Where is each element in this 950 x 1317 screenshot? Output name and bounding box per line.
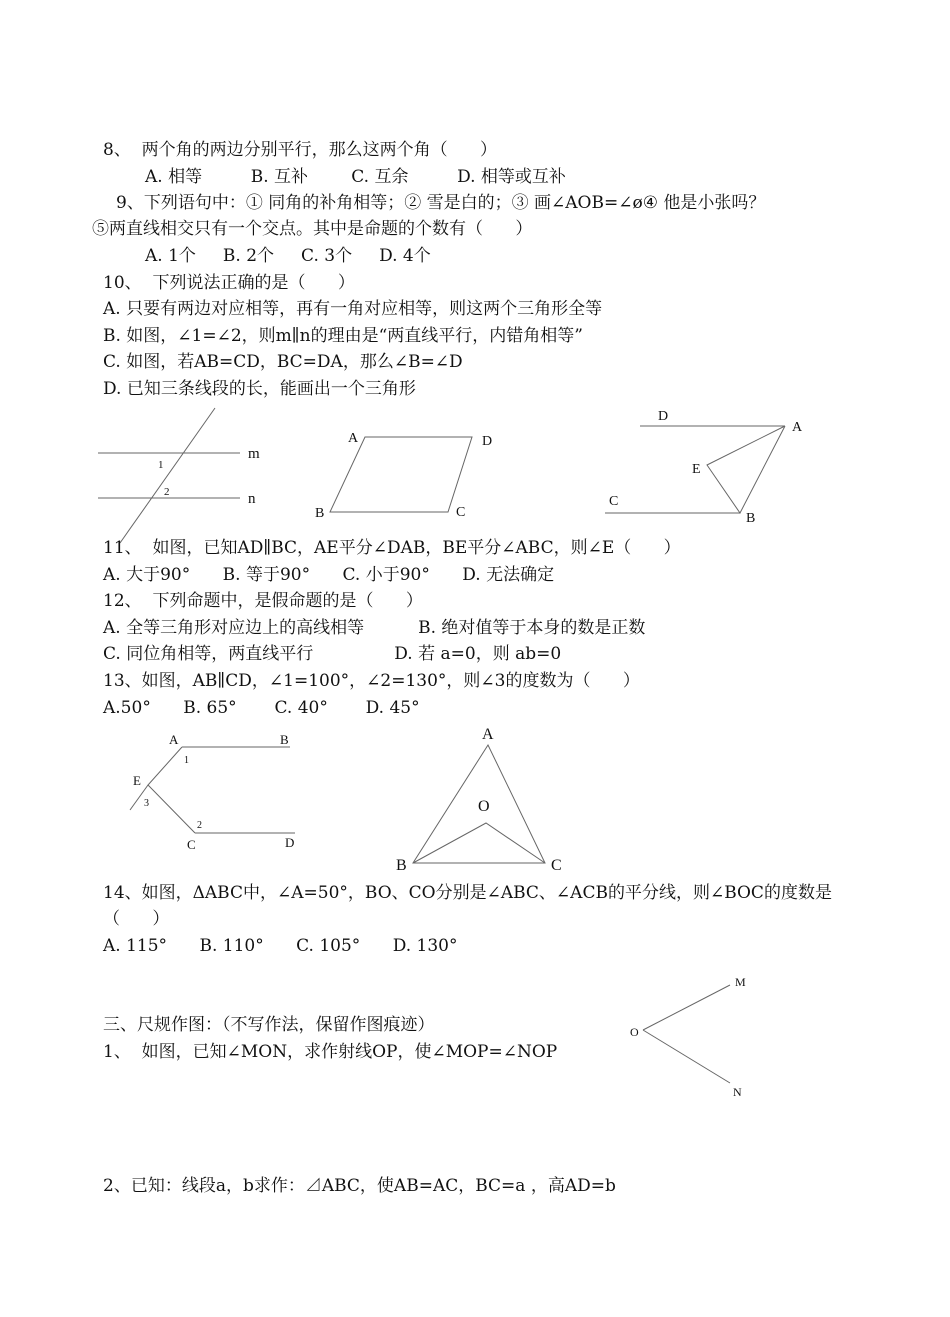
vertex-d: D	[285, 835, 295, 850]
q10-option-a: A. 只要有两边对应相等，再有一角对应相等，则这两个三角形全等	[103, 299, 603, 319]
figure-angle-bisectors	[595, 405, 820, 530]
q12-options-row1: A. 全等三角形对应边上的高线相等 B. 绝对值等于本身的数是正数	[103, 618, 646, 638]
figure-triangle-boc	[390, 720, 580, 880]
q8-options: A. 相等 B. 互补 C. 互余 D. 相等或互补	[145, 167, 566, 187]
q10-stem: 10、 下列说法正确的是（ ）	[103, 273, 355, 293]
q9-stem-line1: 9、下列语句中：① 同角的补角相等；② 雪是白的；③ 画∠AOB=∠ø④ 他是小张吗？	[116, 193, 766, 213]
vertex-a: A	[169, 732, 179, 747]
label-n: N	[733, 1085, 742, 1099]
angle-label-1: 1	[158, 459, 164, 471]
q11-options: A. 大于90° B. 等于90° C. 小于90° D. 无法确定	[103, 565, 555, 585]
figure-bent-parallel-lines	[120, 725, 310, 855]
label-m: m	[248, 446, 260, 462]
vertex-c: C	[609, 494, 619, 509]
transversal-line	[120, 408, 215, 543]
label-n: n	[248, 491, 256, 507]
vertex-b: B	[746, 511, 756, 526]
angle-label-2: 2	[164, 486, 170, 498]
vertex-a: A	[348, 431, 359, 446]
ray-om	[643, 985, 730, 1030]
angle-label-1: 1	[184, 755, 189, 766]
q12-options-row2: C. 同位角相等，两直线平行 D. 若 a=0，则 ab=0	[103, 644, 562, 664]
vertex-d: D	[658, 409, 669, 424]
label-m: M	[735, 975, 746, 989]
q14-stem-line1: 14、如图，ΔABC中，∠A=50°，BO、CO分别是∠ABC、∠ACB的平分线，则∠BOC的度数是	[103, 883, 832, 903]
q10-option-c: C. 如图，若AB=CD，BC=DA，那么∠B=∠D	[103, 352, 463, 372]
vertex-b: B	[315, 506, 325, 521]
vertex-c: C	[456, 505, 466, 520]
vertex-a: A	[482, 726, 494, 743]
q9-options: A. 1个 B. 2个 C. 3个 D. 4个	[145, 246, 431, 266]
q8-stem: 8、 两个角的两边分别平行，那么这两个角（ ）	[103, 140, 498, 160]
q13-options: A.50° B. 65° C. 40° D. 45°	[103, 698, 420, 718]
q13-stem: 13、如图，AB∥CD，∠1=100°，∠2=130°，则∠3的度数为（ ）	[103, 671, 640, 691]
triangle-aeb	[707, 426, 785, 513]
q12-stem: 12、 下列命题中，是假命题的是（ ）	[103, 591, 423, 611]
vertex-d: D	[482, 434, 493, 449]
angle-label-2: 2	[197, 820, 202, 831]
q14-stem-line2: （ ）	[103, 909, 170, 929]
ray-on	[643, 1030, 730, 1083]
q14-options: A. 115° B. 110° C. 105° D. 130°	[103, 936, 458, 956]
section3-problem2: 2、已知：线段a，b求作：⊿ABC，使AB=AC，BC=a ，高AD=b	[103, 1176, 616, 1196]
vertex-c: C	[187, 837, 196, 852]
q10-option-b: B. 如图，∠1=∠2，则m∥n的理由是“两直线平行，内错角相等”	[103, 326, 583, 346]
section3-problem1: 1、 如图，已知∠MON，求作射线OP，使∠MOP=∠NOP	[103, 1042, 558, 1062]
q10-option-d: D. 已知三条线段的长，能画出一个三角形	[103, 379, 416, 399]
q11-stem: 11、 如图，已知AD∥BC，AE平分∠DAB，BE平分∠ABC，则∠E（ ）	[103, 538, 681, 558]
vertex-c: C	[551, 857, 562, 874]
vertex-a: A	[792, 420, 803, 435]
figure-parallelogram	[310, 425, 510, 525]
figure-angle-mon	[620, 965, 760, 1105]
vertex-b: B	[280, 732, 289, 747]
vertex-e: E	[133, 773, 141, 788]
point-o: O	[478, 798, 490, 815]
bisectors-bo-co	[413, 823, 545, 863]
angle-label-3: 3	[144, 798, 149, 809]
vertex-e: E	[692, 462, 701, 477]
figure-parallel-lines	[90, 405, 280, 545]
label-o: O	[630, 1025, 639, 1039]
parallelogram-shape	[330, 437, 472, 512]
vertex-b: B	[396, 857, 407, 874]
section3-title: 三、尺规作图：（不写作法，保留作图痕迹）	[103, 1015, 435, 1035]
q9-stem-line2: ⑤两直线相交只有一个交点。其中是命题的个数有（ ）	[92, 219, 533, 239]
